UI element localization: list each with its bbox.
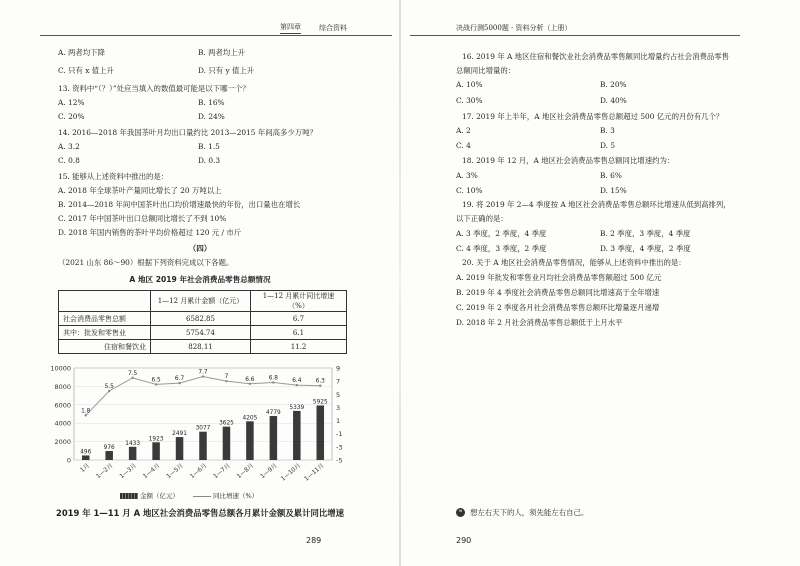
table-cell: 828.11: [151, 340, 251, 354]
legend-bar-label: 金额（亿元）: [140, 492, 179, 500]
q14-option-a: A. 3.2: [58, 142, 80, 151]
header-rule: [40, 35, 392, 36]
rate-data-label: 6.7: [174, 376, 185, 383]
q20-option-a: A. 2019 年批发和零售业月均社会消费品零售额超过 500 亿元: [456, 273, 662, 282]
chart-bar: [105, 451, 113, 460]
rate-point: [202, 375, 204, 377]
table-cell: 6.7: [251, 312, 347, 326]
category-tick-label: 1—8月: [235, 462, 256, 481]
chart-bar: [176, 437, 184, 460]
bar-data-label: 1433: [125, 440, 141, 447]
rate-point: [85, 414, 87, 416]
retail-chart: [38, 360, 368, 500]
q15-option-a: A. 2018 年全球茶叶产量同比增长了 20 万吨以上: [58, 186, 222, 195]
rate-data-label: 1.8: [81, 408, 91, 415]
q19-option-a: A. 3 季度，2 季度，4 季度: [456, 229, 547, 238]
legend-line-label: 同比增速（%）: [213, 492, 259, 500]
left-axis-tick-label: 8000: [54, 382, 71, 391]
motto: [456, 507, 588, 518]
bar-data-label: 5339: [289, 404, 305, 411]
q15-option-b: B. 2014—2018 年间中国茶叶出口均价增速最快的年份，出口量也在增长: [58, 200, 301, 209]
right-axis-tick-label: 3: [336, 403, 341, 412]
rate-point: [249, 383, 251, 385]
table-cell: 6582.85: [151, 312, 251, 326]
table-header-cell: 1—12 月累计同比增速（%）: [251, 291, 347, 312]
category-tick-label: 1月: [78, 462, 92, 474]
q17-stem: 17. 2019 年上半年，A 地区社会消费品零售总额超过 500 亿元的月份有几个？: [462, 112, 724, 121]
q18-option-d: D. 15%: [600, 186, 627, 195]
q17-option-d: D. 5: [600, 141, 616, 150]
table-row: [59, 326, 347, 340]
source-line: （2021 山东 86～90）根据下列资料完成以下各题。: [58, 258, 234, 267]
q17-option-b: B. 3: [600, 126, 615, 135]
bar-data-label: 4205: [242, 415, 258, 422]
legend-bar-entry: [120, 491, 179, 500]
q17-option-c: C. 4: [456, 141, 471, 150]
category-tick-label: 1—6月: [188, 462, 209, 481]
category-tick-label: 1—2月: [94, 462, 115, 481]
bar-data-label: 4779: [265, 410, 281, 417]
q19-option-b: B. 2 季度，3 季度，4 季度: [600, 229, 691, 238]
q13-option-c: C. 20%: [58, 112, 85, 121]
table-cell: 社会消费品零售总额: [59, 312, 151, 326]
left-axis-tick-label: 4000: [54, 419, 71, 428]
q19-option-c: C. 4 季度，3 季度，2 季度: [456, 244, 547, 253]
rate-data-label: 5.5: [104, 384, 114, 390]
rate-point: [296, 384, 298, 386]
q20-stem: 20. 关于 A 地区社会消费品零售情况，能够从上述资料中推出的是：: [462, 258, 686, 267]
table-cell: 5754.74: [151, 326, 251, 340]
table-title: A 地区 2019 年社会消费品零售总额情况: [129, 275, 271, 284]
rate-point: [178, 382, 180, 384]
category-tick-label: 1—5月: [165, 462, 185, 481]
right-axis-tick-label: 7: [336, 377, 341, 386]
q18-stem: 18. 2019 年 12 月，A 地区社会消费品零售总额同比增速约为：: [462, 156, 675, 165]
table-cell: 住宿和餐饮业: [59, 340, 151, 354]
chart-legend: [120, 491, 258, 500]
q15-option-d: D. 2018 年国内销售的茶叶平均价格超过 120 元 / 市斤: [58, 228, 242, 237]
q13-option-b: B. 16%: [198, 98, 225, 107]
book-title: 决战行测5000题 · 资料分析（上册）: [456, 24, 572, 32]
rate-data-label: 7.7: [198, 369, 208, 376]
left-header: [280, 22, 347, 34]
chapter-label: 第四章: [280, 22, 301, 34]
q18-option-b: B. 6%: [600, 171, 622, 180]
q14-stem: 14. 2016—2018 年我国茶叶月均出口量约比 2013—2015 年间高多少万吨？: [58, 128, 317, 137]
header-rule: [410, 35, 740, 36]
category-tick-label: 1—4月: [141, 462, 162, 481]
table-header-cell: [59, 291, 151, 312]
q16-option-b: B. 20%: [600, 80, 627, 89]
q20-option-b: B. 2019 年 4 季度社会消费品零售总额同比增速高于全年增速: [456, 288, 660, 297]
q18-option-c: C. 10%: [456, 186, 483, 195]
q19-stem-line2: 以下正确的是：: [456, 214, 508, 223]
q20-option-c: C. 2019 年 2 季度各月社会消费品零售总额环比增量逐月递增: [456, 303, 660, 312]
q16-option-c: C. 30%: [456, 96, 483, 105]
right-axis-tick-label: 5: [336, 390, 341, 399]
table-cell: 11.2: [251, 340, 347, 354]
right-axis-tick-label: 1: [336, 417, 341, 426]
chart-bar: [152, 442, 160, 460]
q17-option-a: A. 2: [456, 126, 471, 135]
q18-option-a: A. 3%: [456, 171, 478, 180]
q14-option-b: B. 1.5: [198, 142, 220, 151]
legend-line-entry: [193, 491, 258, 500]
rate-data-label: 6.5: [151, 377, 161, 384]
category-tick-label: 1—9月: [259, 462, 279, 481]
chart-caption: 2019 年 1—11 月 A 地区社会消费品零售总额各月累计金额及累计同比增速: [56, 508, 344, 518]
category-tick-label: 1—10月: [279, 462, 303, 483]
q14-option-c: C. 0.8: [58, 156, 80, 165]
rate-point: [272, 381, 274, 383]
rate-point: [155, 383, 157, 385]
rate-data-label: 6.4: [292, 378, 302, 385]
category-tick-label: 1—3月: [118, 462, 138, 481]
table-cell: 其中：批发和零售业: [59, 326, 151, 340]
right-axis-tick-label: -1: [336, 430, 343, 439]
rate-point: [108, 390, 110, 392]
table-header-row: [59, 291, 347, 312]
rate-point: [319, 385, 321, 387]
q14-option-d: D. 0.3: [198, 156, 221, 165]
table-row: [59, 340, 347, 354]
page-number-right: 290: [456, 536, 472, 545]
category-tick-label: 1—7月: [212, 462, 232, 481]
rate-data-label: 7: [224, 374, 229, 381]
rate-data-label: 7.5: [128, 370, 138, 377]
retail-table: [58, 290, 347, 354]
chart-bar: [129, 447, 137, 460]
chart-bar: [82, 455, 90, 460]
rate-point: [131, 377, 133, 379]
right-axis-tick-label: 9: [336, 364, 341, 373]
bar-data-label: 976: [103, 445, 115, 452]
chart-bar: [199, 432, 207, 460]
q20-option-d: D. 2018 年 2 月社会消费品零售总额低于上月水平: [456, 318, 623, 327]
rate-line: [86, 377, 321, 416]
left-axis-tick-label: 2000: [54, 438, 71, 447]
table-row: [59, 312, 347, 326]
q16-option-d: D. 40%: [600, 96, 627, 105]
bar-data-label: 1923: [148, 436, 164, 443]
chart-svg: [38, 360, 368, 490]
left-axis-tick-label: 0: [66, 456, 71, 465]
table-cell: 6.1: [251, 326, 347, 340]
rate-data-label: 6.3: [315, 378, 325, 385]
q13-option-d: D. 24%: [198, 112, 225, 121]
right-header: [456, 22, 572, 34]
right-axis-tick-label: -5: [336, 456, 343, 465]
q12-option-b: B. 两者均上升: [198, 48, 246, 57]
bar-data-label: 496: [80, 449, 92, 456]
rate-data-label: 6.8: [268, 375, 278, 382]
chart-bar: [223, 427, 231, 460]
section-label: 综合资料: [319, 24, 347, 32]
rate-point: [225, 380, 227, 382]
bar-data-label: 5925: [312, 399, 328, 406]
q15-option-c: C. 2017 年中国茶叶出口总额同比增长了不到 10%: [58, 214, 227, 223]
bar-data-label: 3625: [219, 420, 234, 427]
q15-stem: 15. 能够从上述资料中推出的是：: [58, 172, 169, 181]
left-axis-tick-label: 10000: [50, 364, 71, 373]
q12-option-d: D. 只有 y 值上升: [198, 66, 255, 75]
section-mark: （四）: [188, 244, 212, 253]
chart-bar: [317, 405, 325, 460]
chart-bar: [293, 411, 301, 460]
left-axis-tick-label: 6000: [54, 401, 71, 410]
q13-option-a: A. 12%: [58, 98, 85, 107]
q12-option-c: C. 只有 x 值上升: [58, 66, 114, 75]
motto-text: 想左右天下的人，须先能左右自己。: [470, 508, 589, 517]
q16-stem-line1: 16. 2019 年 A 地区住宿和餐饮业社会消费品零售额同比增量约占社会消费品零售: [462, 52, 730, 61]
bar-data-label: 2491: [172, 431, 187, 438]
q16-option-a: A. 10%: [456, 80, 483, 89]
right-axis-tick-label: -3: [336, 443, 343, 452]
table-header-cell: 1—12 月累计金额（亿元）: [151, 291, 251, 312]
chart-bar: [246, 421, 254, 460]
q16-stem-line2: 总额同比增量的：: [456, 66, 516, 75]
q13-stem: 13. 资料中“（？）”处应当填入的数值最可能是以下哪一个？: [58, 84, 250, 93]
q19-stem-line1: 19. 将 2019 年 2—4 季度按 A 地区社会消费品零售总额环比增速从低到高排列，: [462, 200, 731, 209]
q12-option-a: A. 两者均下降: [58, 48, 105, 57]
quote-icon: ❝: [456, 508, 465, 517]
page-number-left: 289: [306, 536, 322, 545]
rate-data-label: 6.6: [245, 376, 255, 383]
right-page: [400, 0, 800, 566]
bar-data-label: 3077: [195, 425, 211, 432]
chart-bar: [270, 416, 278, 460]
q19-option-d: D. 3 季度，4 季度，2 季度: [600, 244, 691, 253]
category-tick-label: 1—11月: [303, 462, 326, 483]
